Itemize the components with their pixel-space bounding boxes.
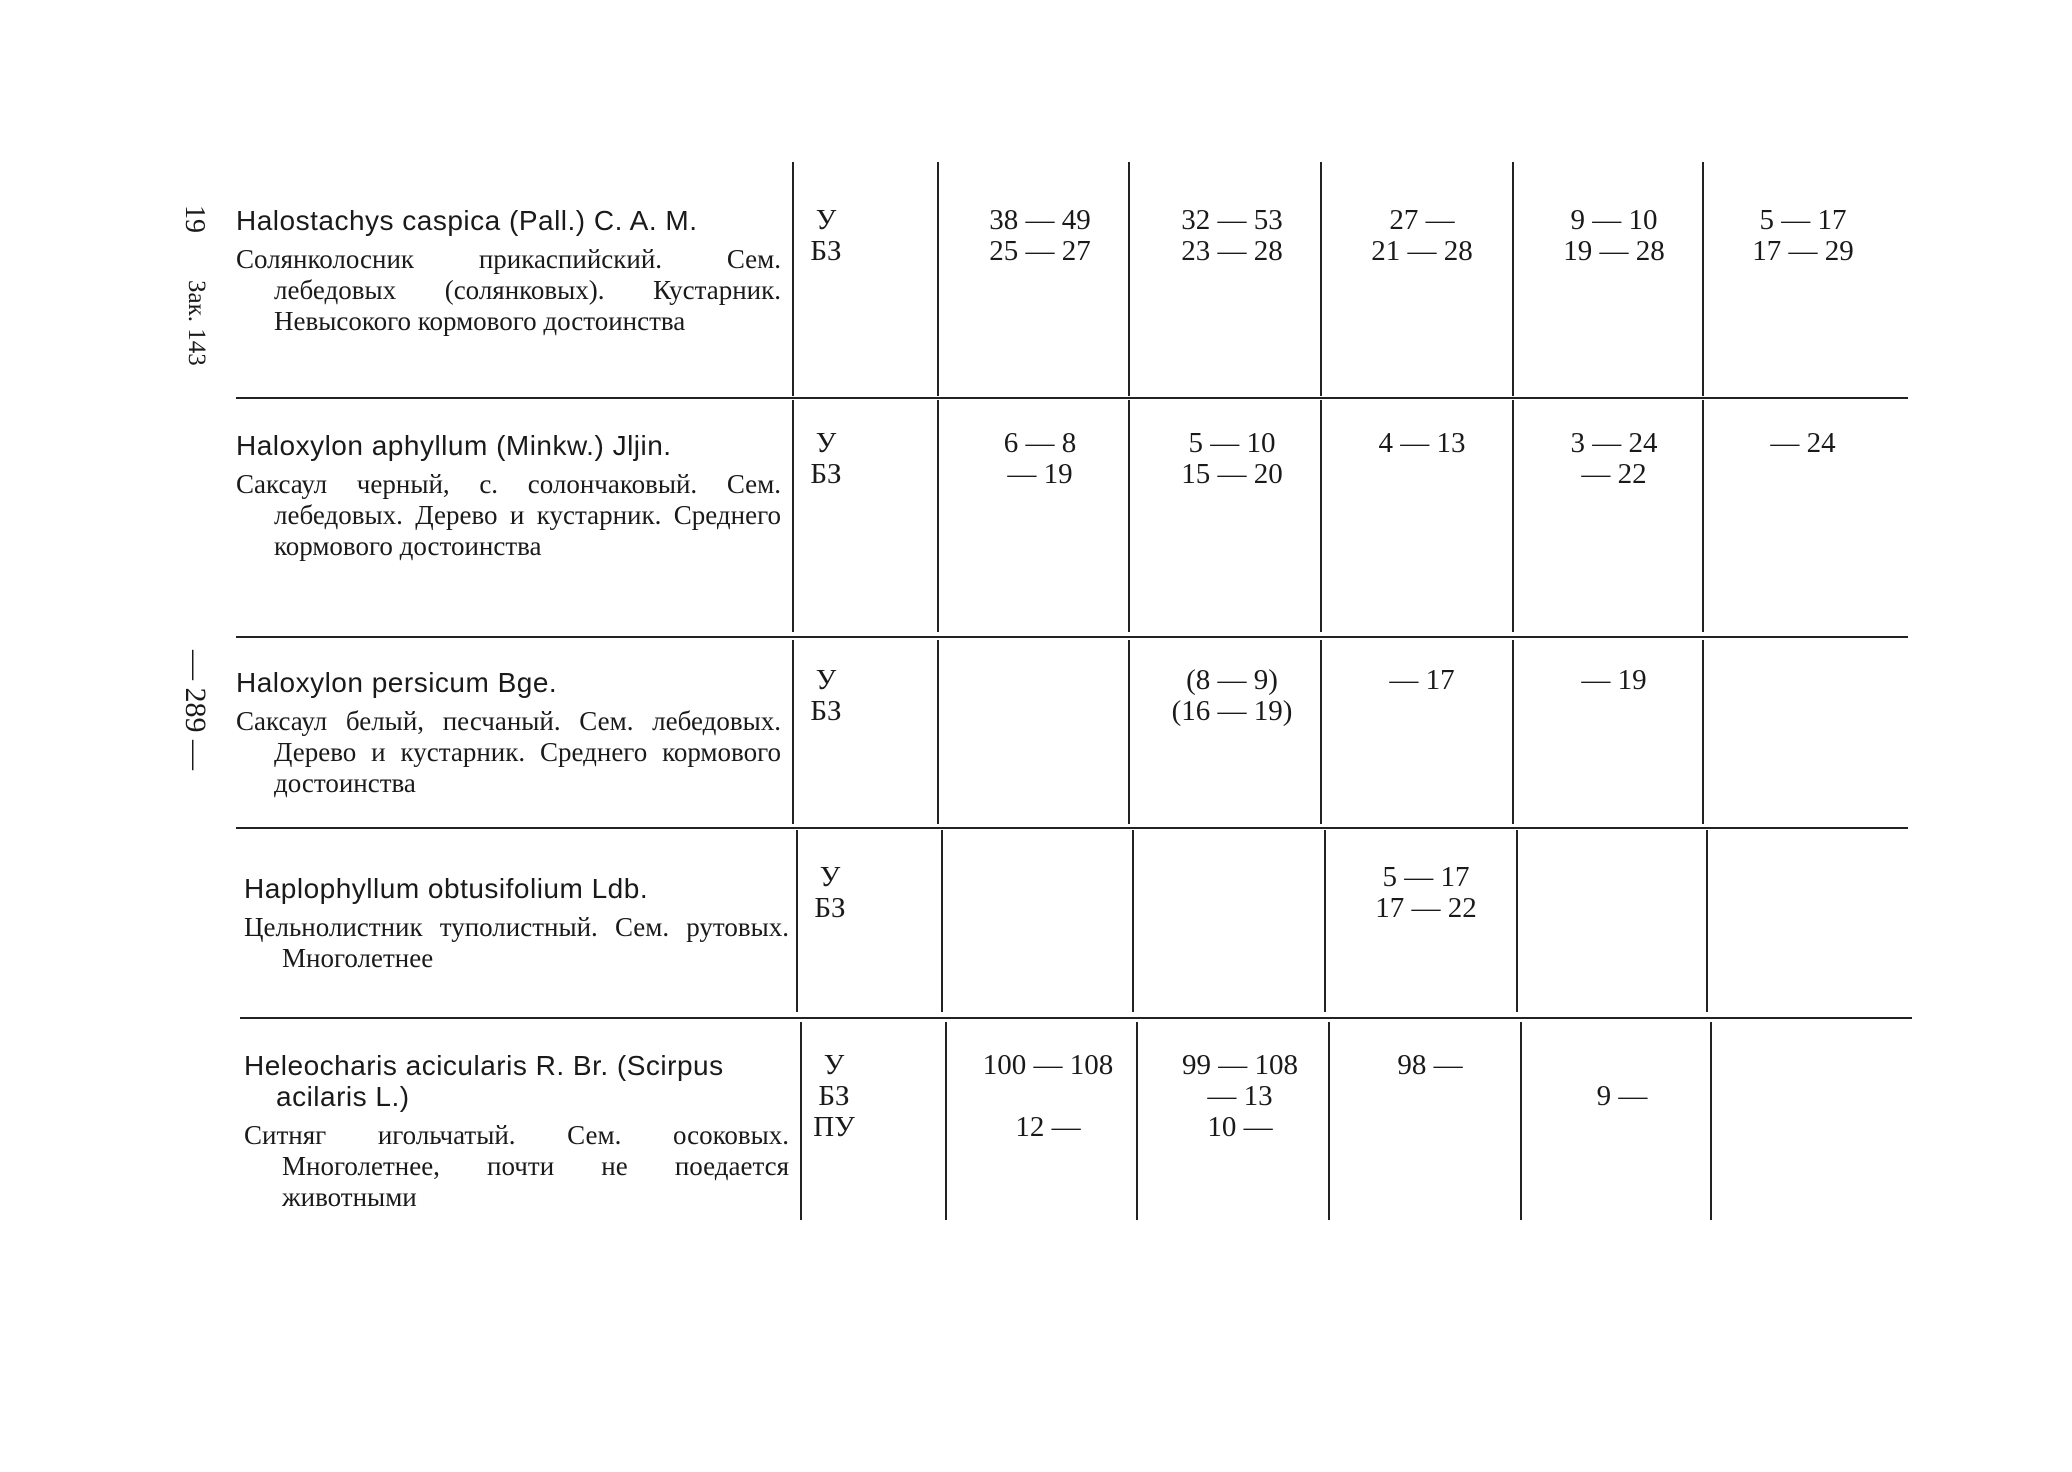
value-line: 32 — 53 — [1181, 204, 1283, 236]
value-line: (8 — 9) — [1186, 664, 1278, 696]
value-line — [950, 696, 1130, 727]
value-line — [1524, 696, 1704, 727]
value-line — [1713, 665, 1893, 696]
column-divider — [945, 1022, 947, 1220]
column-divider — [1320, 162, 1322, 396]
value-line: (16 — 19) — [1171, 695, 1293, 727]
row-separator — [240, 1017, 1912, 1019]
column-divider — [937, 400, 939, 632]
species-description — [244, 873, 789, 974]
russian-description: Саксаул черный, с. солончаковый. Сем. лебедовых. Дерево и кустарник. Среднего кормового достоинства — [236, 469, 781, 561]
value-line — [1146, 862, 1326, 893]
page-number: 19 — [179, 205, 210, 233]
value-cell — [1142, 205, 1322, 267]
species-description — [236, 430, 781, 562]
value-cell — [1146, 862, 1326, 924]
value-line: 23 — 28 — [1181, 235, 1283, 267]
value-cell — [1713, 205, 1893, 267]
value-line — [950, 665, 1130, 696]
value-line: 38 — 49 — [989, 204, 1091, 236]
latin-name: Haloxylon persicum Bge. — [236, 667, 558, 698]
value-cell — [950, 205, 1130, 267]
russian-description: Саксаул белый, песчаный. Сем. лебедовых. Дерево и кустарник. Среднего кормового достоинства — [236, 706, 781, 798]
latin-name: Heleocharis acicularis R. Br. (Scirpus acilaris L.) — [244, 1050, 724, 1112]
species-description — [236, 205, 781, 337]
category-abbreviation: БЗ — [814, 892, 846, 924]
value-cell — [1340, 1050, 1520, 1143]
column-divider — [937, 640, 939, 824]
value-cell — [1150, 1050, 1330, 1143]
category-abbreviation: У — [815, 204, 837, 236]
category-abbreviation: БЗ — [810, 695, 842, 727]
category-abbreviation: БЗ — [810, 235, 842, 267]
value-cell — [1142, 665, 1322, 727]
value-line: 98 — — [1397, 1049, 1463, 1081]
category-abbreviations — [786, 428, 866, 490]
value-cell — [950, 665, 1130, 727]
value-line: 12 — — [1015, 1111, 1081, 1143]
value-cell — [1332, 205, 1512, 267]
category-abbreviation: ПУ — [813, 1111, 855, 1143]
column-divider — [941, 830, 943, 1012]
row-separator — [236, 397, 1908, 399]
value-line: 100 — 108 — [982, 1049, 1114, 1081]
value-line — [1713, 696, 1893, 727]
value-line — [958, 1081, 1138, 1112]
value-cell — [1332, 428, 1512, 490]
latin-name: Halostachys caspica (Pall.) C. A. M. — [236, 205, 698, 236]
value-cell — [954, 862, 1134, 924]
category-abbreviations — [794, 1050, 874, 1143]
value-line: 3 — 24 — [1570, 427, 1658, 459]
value-line — [1721, 1081, 1901, 1112]
value-line — [1340, 1112, 1520, 1143]
value-line: 9 — 10 — [1570, 204, 1658, 236]
value-line — [1528, 893, 1708, 924]
column-divider — [937, 162, 939, 396]
order-number: Зак. 143 — [183, 280, 210, 366]
column-divider — [1128, 162, 1130, 396]
value-cell — [1717, 862, 1897, 924]
species-description — [236, 667, 781, 799]
value-line: — 19 — [1581, 664, 1647, 696]
value-cell — [1524, 205, 1704, 267]
value-line: 17 — 29 — [1752, 235, 1854, 267]
value-line: — 24 — [1770, 427, 1836, 459]
category-abbreviation: У — [819, 861, 841, 893]
value-line — [1721, 1050, 1901, 1081]
value-line — [1713, 459, 1893, 490]
value-line: 21 — 28 — [1371, 235, 1473, 267]
value-cell — [1528, 862, 1708, 924]
value-cell — [1713, 428, 1893, 490]
category-abbreviations — [786, 205, 866, 267]
value-line: — 13 — [1207, 1080, 1273, 1112]
column-divider — [1512, 400, 1514, 632]
category-abbreviation: У — [823, 1049, 845, 1081]
value-line — [1532, 1112, 1712, 1143]
category-abbreviations — [786, 665, 866, 727]
value-cell — [1713, 665, 1893, 727]
value-line: 5 — 17 — [1759, 204, 1847, 236]
value-line — [1717, 862, 1897, 893]
value-line — [1332, 696, 1512, 727]
value-cell — [1721, 1050, 1901, 1143]
value-line: 5 — 10 — [1188, 427, 1276, 459]
russian-description: Солянколосник прикаспийский. Сем. лебедовых (солянковых). Кустарник. Невысокого кормового достоинства — [236, 244, 781, 336]
value-line — [1721, 1112, 1901, 1143]
latin-name: Haplophyllum obtusifolium Ldb. — [244, 873, 649, 904]
value-line: 99 — 108 — [1182, 1049, 1298, 1081]
value-line — [1332, 459, 1512, 490]
row-separator — [236, 636, 1908, 638]
column-divider — [792, 162, 794, 396]
category-abbreviation: У — [815, 664, 837, 696]
value-cell — [950, 428, 1130, 490]
value-line — [1146, 893, 1326, 924]
category-abbreviation: БЗ — [818, 1080, 850, 1112]
value-cell — [1336, 862, 1516, 924]
column-divider — [1512, 640, 1514, 824]
column-divider — [1520, 1022, 1522, 1220]
value-line: 5 — 17 — [1382, 861, 1470, 893]
category-abbreviations — [790, 862, 870, 924]
value-line — [954, 862, 1134, 893]
value-line: 10 — — [1207, 1111, 1273, 1143]
value-line: — 19 — [1007, 458, 1073, 490]
value-cell — [1142, 428, 1322, 490]
value-cell — [1532, 1050, 1712, 1143]
value-line: 25 — 27 — [989, 235, 1091, 267]
column-divider — [1702, 162, 1704, 396]
value-line: — 17 — [1389, 664, 1455, 696]
value-line: 17 — 22 — [1375, 892, 1477, 924]
russian-description: Ситняг игольчатый. Сем. осоковых. Многолетнее, почти не поедается животными — [244, 1120, 789, 1212]
species-description — [244, 1050, 789, 1213]
value-line: 15 — 20 — [1181, 458, 1283, 490]
category-abbreviation: У — [815, 427, 837, 459]
value-cell — [1524, 665, 1704, 727]
latin-name: Haloxylon aphyllum (Minkw.) Jljin. — [236, 430, 672, 461]
value-line — [1532, 1050, 1712, 1081]
value-line — [1340, 1081, 1520, 1112]
value-line — [954, 893, 1134, 924]
value-line — [1528, 862, 1708, 893]
value-line: 27 — — [1389, 204, 1455, 236]
category-abbreviation: БЗ — [810, 458, 842, 490]
value-cell — [958, 1050, 1138, 1143]
column-divider — [1512, 162, 1514, 396]
value-line — [1717, 893, 1897, 924]
value-line: 9 — — [1596, 1080, 1648, 1112]
row-separator — [236, 827, 1908, 829]
value-line: — 22 — [1581, 458, 1647, 490]
value-cell — [1524, 428, 1704, 490]
value-line: 4 — 13 — [1378, 427, 1466, 459]
russian-description: Цельнолистник туполистный. Сем. рутовых. Многолетнее — [244, 912, 789, 973]
value-cell — [1332, 665, 1512, 727]
value-line: 19 — 28 — [1563, 235, 1665, 267]
value-line: 6 — 8 — [1003, 427, 1077, 459]
column-divider — [1516, 830, 1518, 1012]
folio: — 289 — — [179, 650, 212, 770]
